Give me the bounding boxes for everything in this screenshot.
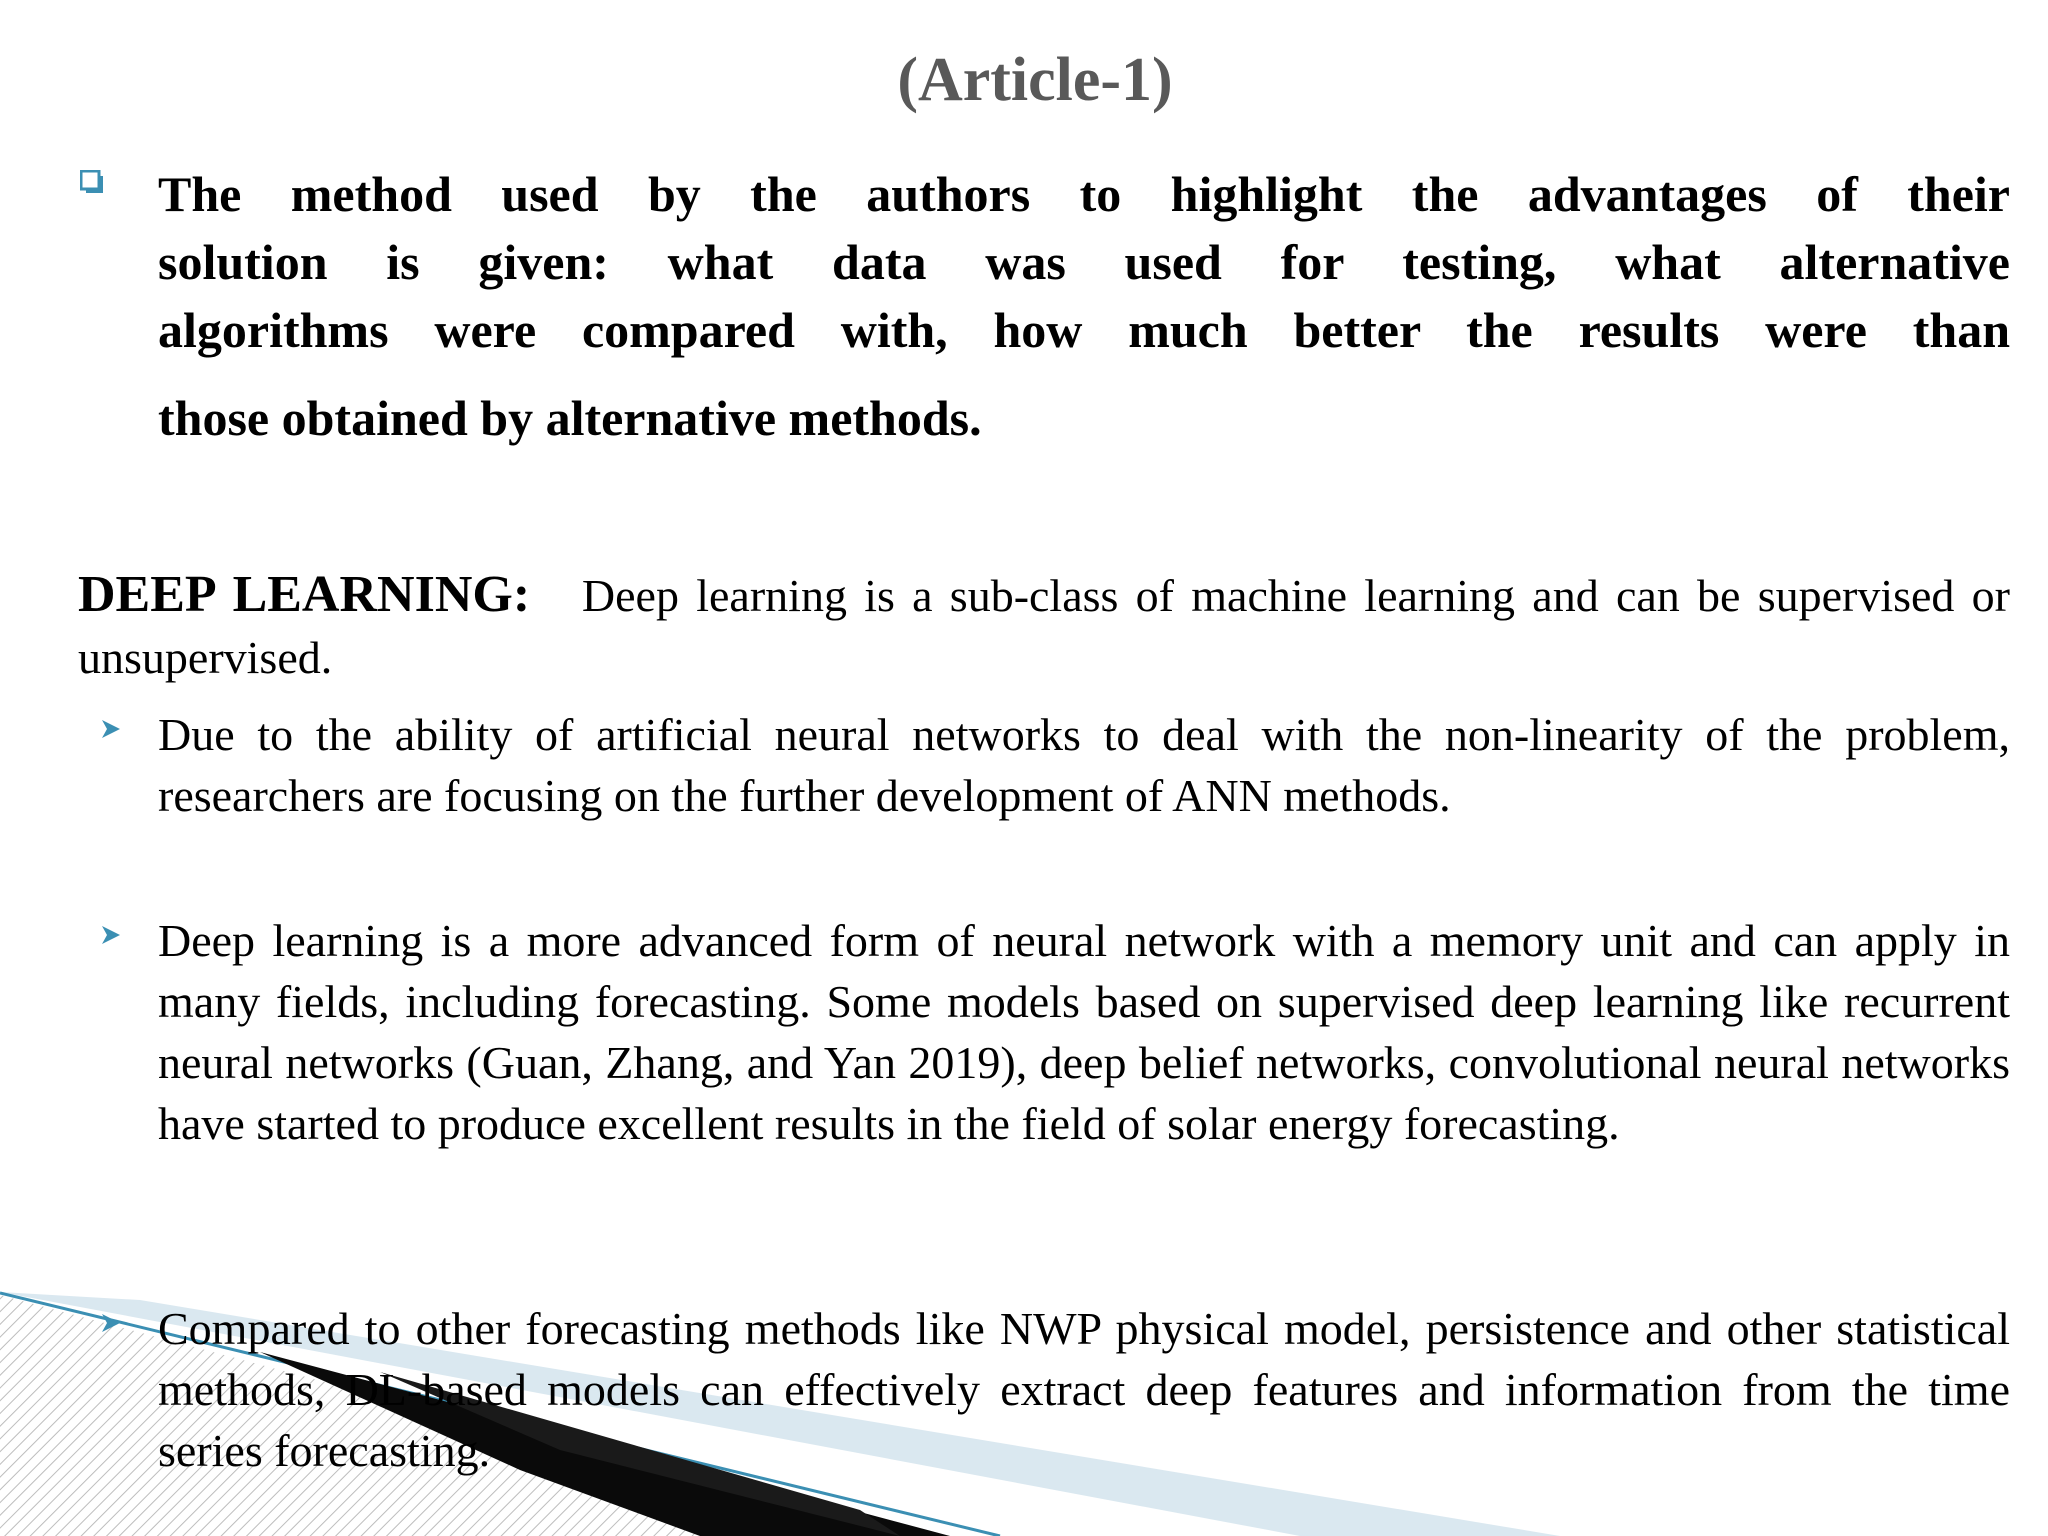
sub-bullet-text: Due to the ability of artificial neural networks to deal with the non-linearity of the problem, researchers are focusing on the further development of ANN methods.: [158, 709, 2010, 821]
main-bullet-line: algorithms were compared with, how much better the results were than: [158, 302, 2010, 358]
main-bullet: [80, 160, 2010, 452]
arrow-bullet-icon: [100, 1312, 122, 1334]
main-bullet-line: solution is given: what data was used for testing, what alternative: [158, 234, 2010, 290]
sub-bullet: [100, 910, 2010, 1154]
deep-learning-heading: DEEP LEARNING:: [78, 566, 531, 623]
sub-bullet-text: Compared to other forecasting methods like NWP physical model, persistence and other statistical methods, DL-based models can effectively extract deep features and information from the time series forecasting.: [158, 1303, 2010, 1476]
sub-bullet-text: Deep learning is a more advanced form of neural network with a memory unit and can apply in many fields, including forecasting. Some models based on supervised deep learning like recurrent neural networks (Guan, Zhang, and Yan 2019), deep belief networks, convolutional neural networks have started to produce excellent results in the field of solar energy forecasting.: [158, 915, 2010, 1149]
deep-learning-paragraph: [78, 564, 2010, 689]
arrow-bullet-icon: [100, 924, 122, 946]
main-bullet-line: The method used by the authors to highlight the advantages of their: [158, 166, 2010, 222]
square-bullet-icon: [80, 170, 104, 194]
slide-title: (Article-1): [897, 46, 1173, 114]
deep-learning-text: Deep learning is a sub-class of machine learning and can be supervised or unsupervised.: [78, 570, 2010, 683]
sub-bullet: [100, 1298, 2010, 1481]
main-bullet-text: [158, 160, 2010, 452]
arrow-bullet-icon: [100, 718, 122, 740]
sub-bullet: [100, 704, 2010, 826]
main-bullet-line: those obtained by alternative methods.: [158, 390, 982, 446]
